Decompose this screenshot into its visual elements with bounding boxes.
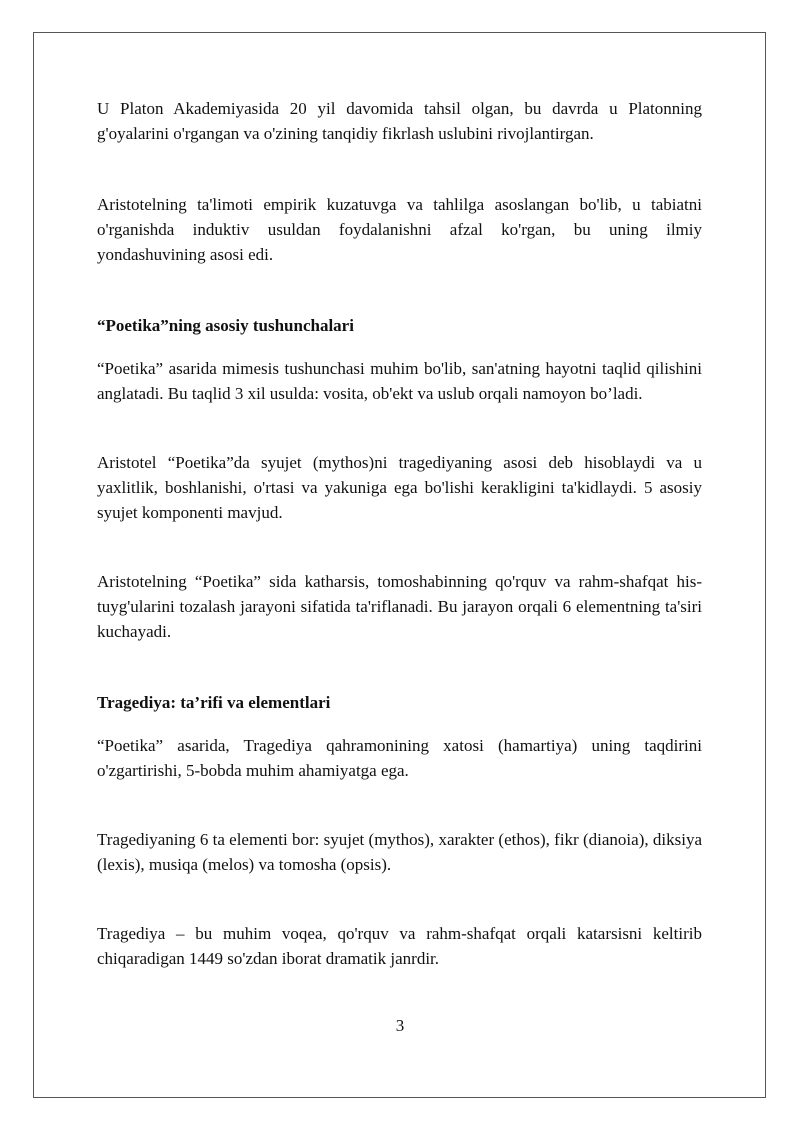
page-content xyxy=(97,96,702,971)
paragraph-hamartia: “Poetika” asarida, Tragediya qahramonining xatosi (hamartiya) uning taqdirini o'zgartirishi, 5-bobda muhim ahamiyatga ega. xyxy=(97,736,702,780)
section-heading-tragedy-elements: Tragediya: ta’rifi va elementlari xyxy=(97,693,331,712)
paragraph-empirical-method: Aristotelning ta'limoti empirik kuzatuvga va tahlilga asoslangan bo'lib, u tabiatni o'rganishda induktiv usuldan foydalanishni afzal ko'rgan, bu uning ilmiy yondashuvining asosi edi. xyxy=(97,195,702,264)
page-number: 3 xyxy=(395,1016,405,1035)
paragraph-mythos: Aristotel “Poetika”da syujet (mythos)ni tragediyaning asosi deb hisoblaydi va u yaxlitlik, boshlanishi, o'rtasi va yakuniga ega bo'lishi kerakligini ta'kidlaydi. 5 asosiy syujet komponenti mavjud. xyxy=(97,453,702,522)
paragraph-katharsis: Aristotelning “Poetika” sida katharsis, tomoshabinning qo'rquv va rahm-shafqat his-tuyg'ularini tozalash jarayoni sifatida ta'riflanadi. Bu jarayon orqali 6 elementning ta'siri kuchayadi. xyxy=(97,572,702,641)
section-heading-poetika-concepts: “Poetika”ning asosiy tushunchalari xyxy=(97,316,354,335)
paragraph-six-elements: Tragediyaning 6 ta elementi bor: syujet (mythos), xarakter (ethos), fikr (dianoia), diksiya (lexis), musiqa (melos) va tomosha (opsis). xyxy=(97,830,702,874)
paragraph-platon-academy: U Platon Akademiyasida 20 yil davomida tahsil olgan, bu davrda u Platonning g'oyalarini o'rgangan va o'zining tanqidiy fikrlash uslubini rivojlantirgan. xyxy=(97,99,702,143)
paragraph-mimesis: “Poetika” asarida mimesis tushunchasi muhim bo'lib, san'atning hayotni taqlid qilishini anglatadi. Bu taqlid 3 xil usulda: vosita, ob'ekt va uslub orqali namoyon bo’ladi. xyxy=(97,359,702,403)
paragraph-tragedy-definition: Tragediya – bu muhim voqea, qo'rquv va rahm-shafqat orqali katarsisni keltirib chiqaradigan 1449 so'zdan iborat dramatik janrdir. xyxy=(97,924,702,968)
